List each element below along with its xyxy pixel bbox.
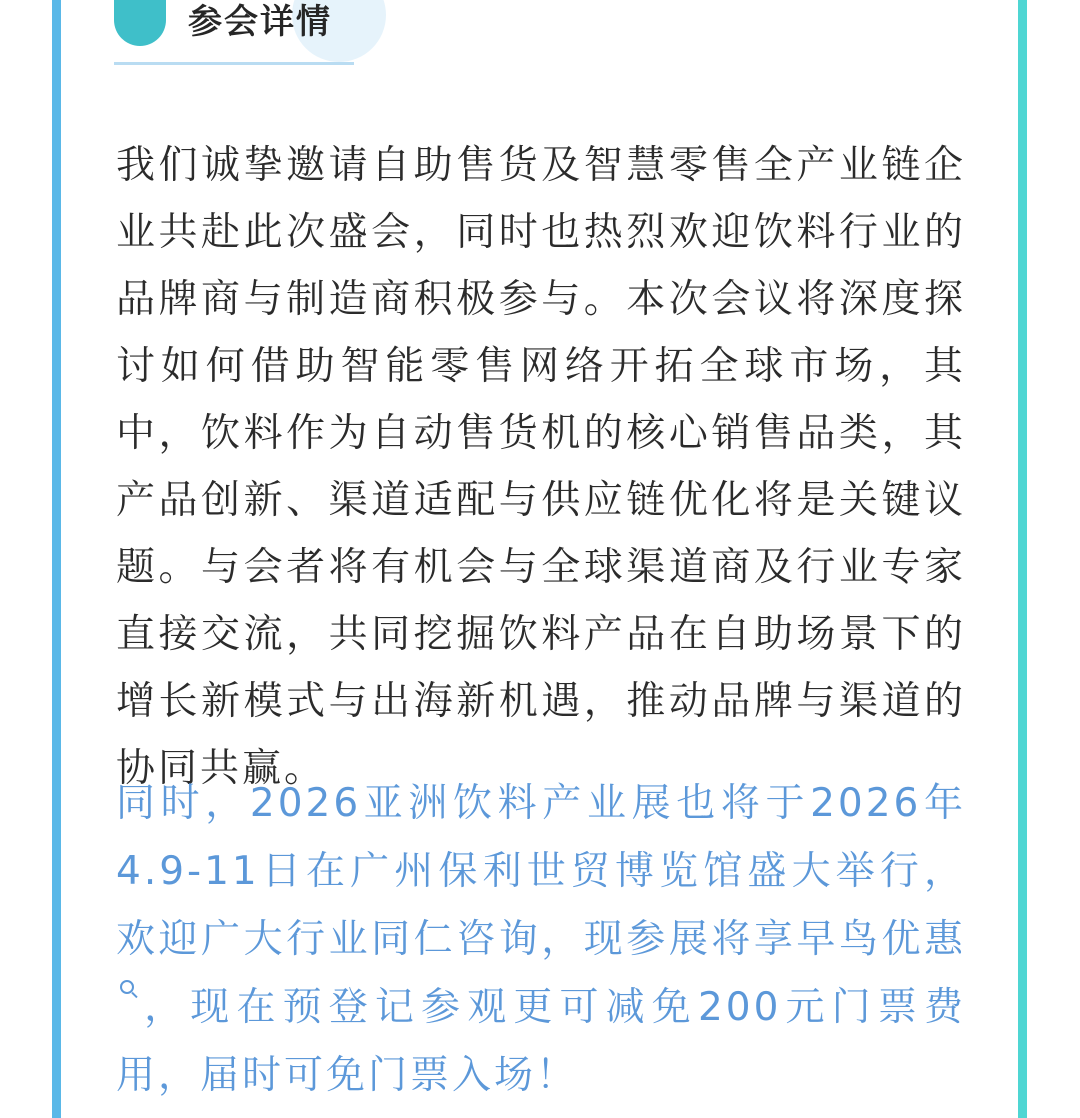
left-border — [52, 0, 61, 1118]
section-title: 参会详情 — [188, 2, 332, 42]
highlight-text-part2: ，现在预登记参观更可减免200元门票费用，届时可免门票入场！ — [116, 985, 966, 1098]
highlight-text-part1: 同时，2026亚洲饮料产业展也将于2026年4.9-11日在广州保利世贸博览馆盛大举行，欢迎广大行业同仁咨询，现参展将享早鸟优惠 — [116, 781, 966, 962]
section-underline — [114, 62, 354, 65]
heading-dot — [114, 0, 166, 46]
main-paragraph: 我们诚挚邀请自助售货及智慧零售全产业链企业共赴此次盛会，同时也热烈欢迎饮料行业的品牌商与制造商积极参与。本次会议将深度探讨如何借助智能零售网络开拓全球市场，其中，饮料作为自动售货机的核心销售品类，其产品创新、渠道适配与供应链优化将是关键议题。与会者将有机会与全球渠道商及行业专家直接交流，共同挖掘饮料产品在自助场景下的增长新模式与出海新机遇，推动品牌与渠道的协同共赢。 — [116, 143, 966, 791]
right-border — [1018, 0, 1027, 1118]
highlight-paragraph — [116, 770, 966, 1110]
search-icon[interactable] — [120, 980, 134, 994]
